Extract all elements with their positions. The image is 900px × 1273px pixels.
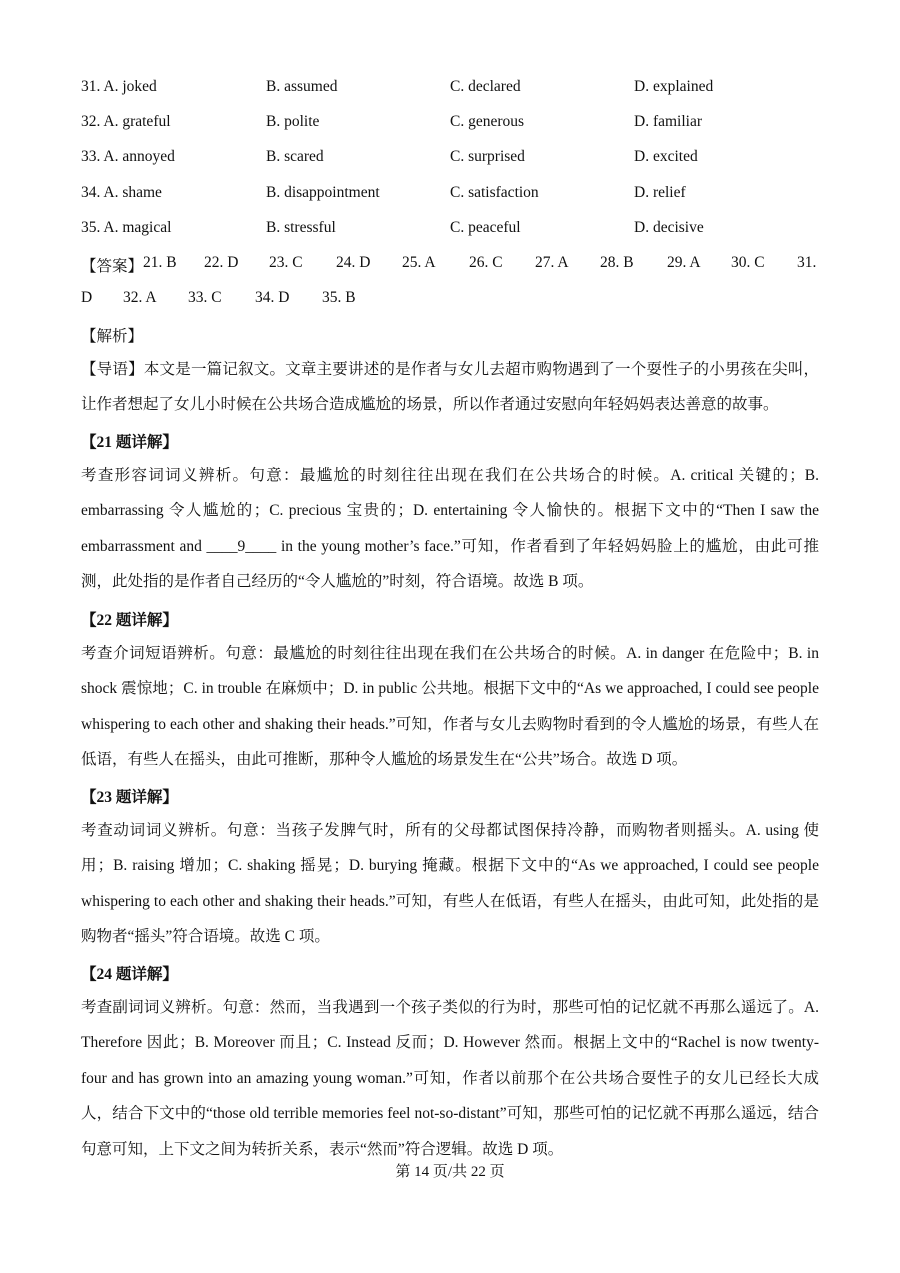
answer-item: 21. B: [143, 254, 177, 271]
q22-title: 【22 题详解】: [81, 612, 178, 629]
q22-explanation: 考查介词短语辨析。句意：最尴尬的时刻往往出现在我们在公共场合的时候。A. in danger 在危险中；B. in shock 震惊地；C. in trouble 在麻烦中；D. in public 公共地。根据下文中的“As we approached, I could see people whispering to each other and shaking their heads.”可知，作者与女儿去购物时看到的令人尴尬的场景，有些人在低语，有些人在摇头，由此可推断，那种令人尴尬的场景发生在“公共”场合。故选 D 项。: [81, 645, 819, 769]
answers-line-2: [81, 289, 841, 311]
option-c: C. surprised: [450, 148, 525, 165]
option-c: C. generous: [450, 113, 525, 130]
option-row-33: [81, 148, 841, 170]
option-a: 33. A. annoyed: [81, 148, 175, 165]
q24-explanation: 考查副词词义辨析。句意：然而，当我遇到一个孩子类似的行为时，那些可怕的记忆就不再那么遥远了。A. Therefore 因此；B. Moreover 而且；C. Instead 反而；D. However 然而。根据上文中的“Rachel is now twenty-four and has grown into an amazing young woman.”可知，作者以前那个在公共场合耍性子的女儿已经长大成人，结合下文中的“those old terrible memories feel not-so-distant”可知，那些可怕的记忆就不再那么遥远，结合句意可知，上下文之间为转折关系，表示“然而”符合逻辑。故选 D 项。: [81, 999, 819, 1158]
answer-item: 23. C: [269, 254, 303, 271]
answer-item: 26. C: [469, 254, 503, 271]
answers-label: 【答案】: [81, 258, 144, 275]
answer-item: 28. B: [600, 254, 634, 271]
option-row-35: [81, 219, 841, 241]
answer-item: 24. D: [336, 254, 371, 271]
answer-item: 34. D: [255, 289, 290, 306]
option-row-31: [81, 78, 841, 100]
answer-item: 32. A: [123, 289, 157, 306]
answer-item: 22. D: [204, 254, 239, 271]
option-row-34: [81, 184, 841, 206]
q24-title: 【24 题详解】: [81, 966, 178, 983]
option-b: B. assumed: [266, 78, 338, 95]
option-row-32: [81, 113, 841, 135]
option-d: D. relief: [634, 184, 686, 201]
option-a: 34. A. shame: [81, 184, 162, 201]
option-b: B. disappointment: [266, 184, 380, 201]
analysis-label: 【解析】: [81, 328, 144, 345]
answer-item: 25. A: [402, 254, 436, 271]
option-d: D. excited: [634, 148, 698, 165]
answer-item: D: [81, 289, 93, 306]
option-b: B. scared: [266, 148, 324, 165]
page-number: 第 14 页/共 22 页: [395, 1164, 505, 1180]
answers-line-1: [81, 254, 841, 276]
option-d: D. decisive: [634, 219, 704, 236]
answer-item: 27. A: [535, 254, 569, 271]
q23-title: 【23 题详解】: [81, 789, 178, 806]
answer-item: 29. A: [667, 254, 701, 271]
q21-explanation: 考查形容词词义辨析。句意：最尴尬的时刻往往出现在我们在公共场合的时候。A. critical 关键的；B. embarrassing 令人尴尬的；C. precious 宝贵的；D. entertaining 令人愉快的。根据下文中的“Then I saw the embarrassment and ____9____ in the young mother’s face.”可知，作者看到了年轻妈妈脸上的尴尬，由此可推测，此处指的是作者自己经历的“令人尴尬的”时刻，符合语境。故选 B 项。: [81, 467, 819, 591]
option-a: 31. A. joked: [81, 78, 157, 95]
answer-item: 35. B: [322, 289, 356, 306]
option-b: B. polite: [266, 113, 320, 130]
answer-item: 31.: [797, 254, 817, 271]
option-c: C. declared: [450, 78, 521, 95]
option-b: B. stressful: [266, 219, 336, 236]
answer-item: 30. C: [731, 254, 765, 271]
option-a: 32. A. grateful: [81, 113, 171, 130]
q21-title: 【21 题详解】: [81, 434, 178, 451]
option-c: C. peaceful: [450, 219, 521, 236]
option-d: D. familiar: [634, 113, 703, 130]
option-a: 35. A. magical: [81, 219, 172, 236]
option-c: C. satisfaction: [450, 184, 539, 201]
option-d: D. explained: [634, 78, 714, 95]
answer-item: 33. C: [188, 289, 222, 306]
intro-paragraph: 【导语】本文是一篇记叙文。文章主要讲述的是作者与女儿去超市购物遇到了一个耍性子的小男孩在尖叫，让作者想起了女儿小时候在公共场合造成尴尬的场景，所以作者通过安慰向年轻妈妈表达善意的故事。: [81, 361, 819, 414]
q23-explanation: 考查动词词义辨析。句意：当孩子发脾气时，所有的父母都试图保持冷静，而购物者则摇头。A. using 使用；B. raising 增加；C. shaking 摇晃；D. burying 掩藏。根据下文中的“As we approached, I could see people whispering to each other and shaking their heads.”可知，有些人在低语，有些人在摇头，由此可知，此处指的是购物者“摇头”符合语境。故选 C 项。: [81, 822, 819, 946]
